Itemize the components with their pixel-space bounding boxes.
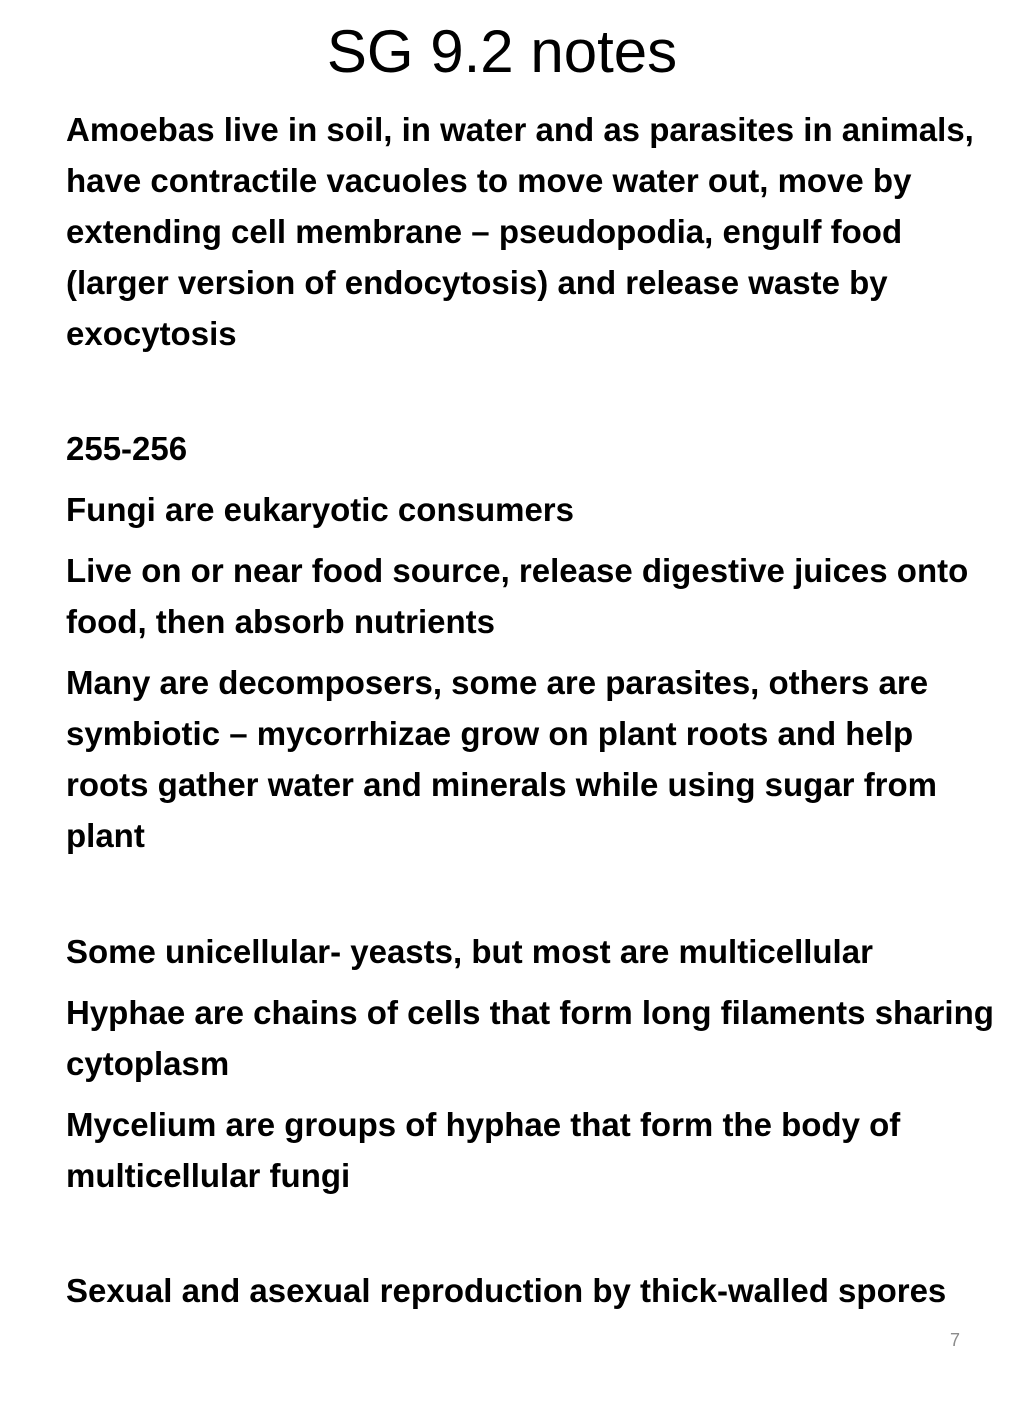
paragraph-reproduction: Sexual and asexual reproduction by thick-walled spores	[66, 1272, 947, 1309]
paragraph-hyphae: Hyphae are chains of cells that form long filaments sharing cytoplasm	[66, 994, 994, 1082]
paragraph-fungi-feeding: Live on or near food source, release digestive juices onto food, then absorb nutrients	[66, 552, 969, 640]
slide-title: SG 9.2 notes	[326, 18, 678, 85]
spacer	[66, 1211, 996, 1265]
paragraph-fungi-roles: Many are decomposers, some are parasites, others are symbiotic – mycorrhizae grow on plant roots and help roots gather water and minerals while using sugar from plant	[66, 664, 938, 854]
spacer	[66, 871, 996, 926]
spacer	[66, 369, 996, 423]
paragraph-fungi-consumers: Fungi are eukaryotic consumers	[66, 491, 575, 528]
slide-body	[66, 104, 996, 1326]
paragraph-page-range: 255-256	[66, 430, 188, 467]
paragraph-amoebas: Amoebas live in soil, in water and as parasites in animals, have contractile vacuoles to move water out, move by extending cell membrane – pseudopodia, engulf food (larger version of endocytosis) and release waste by exocytosis	[66, 111, 974, 352]
page-number: 7	[949, 1330, 960, 1350]
paragraph-unicellular: Some unicellular- yeasts, but most are multicellular	[66, 933, 873, 970]
paragraph-mycelium: Mycelium are groups of hyphae that form the body of multicellular fungi	[66, 1106, 901, 1194]
